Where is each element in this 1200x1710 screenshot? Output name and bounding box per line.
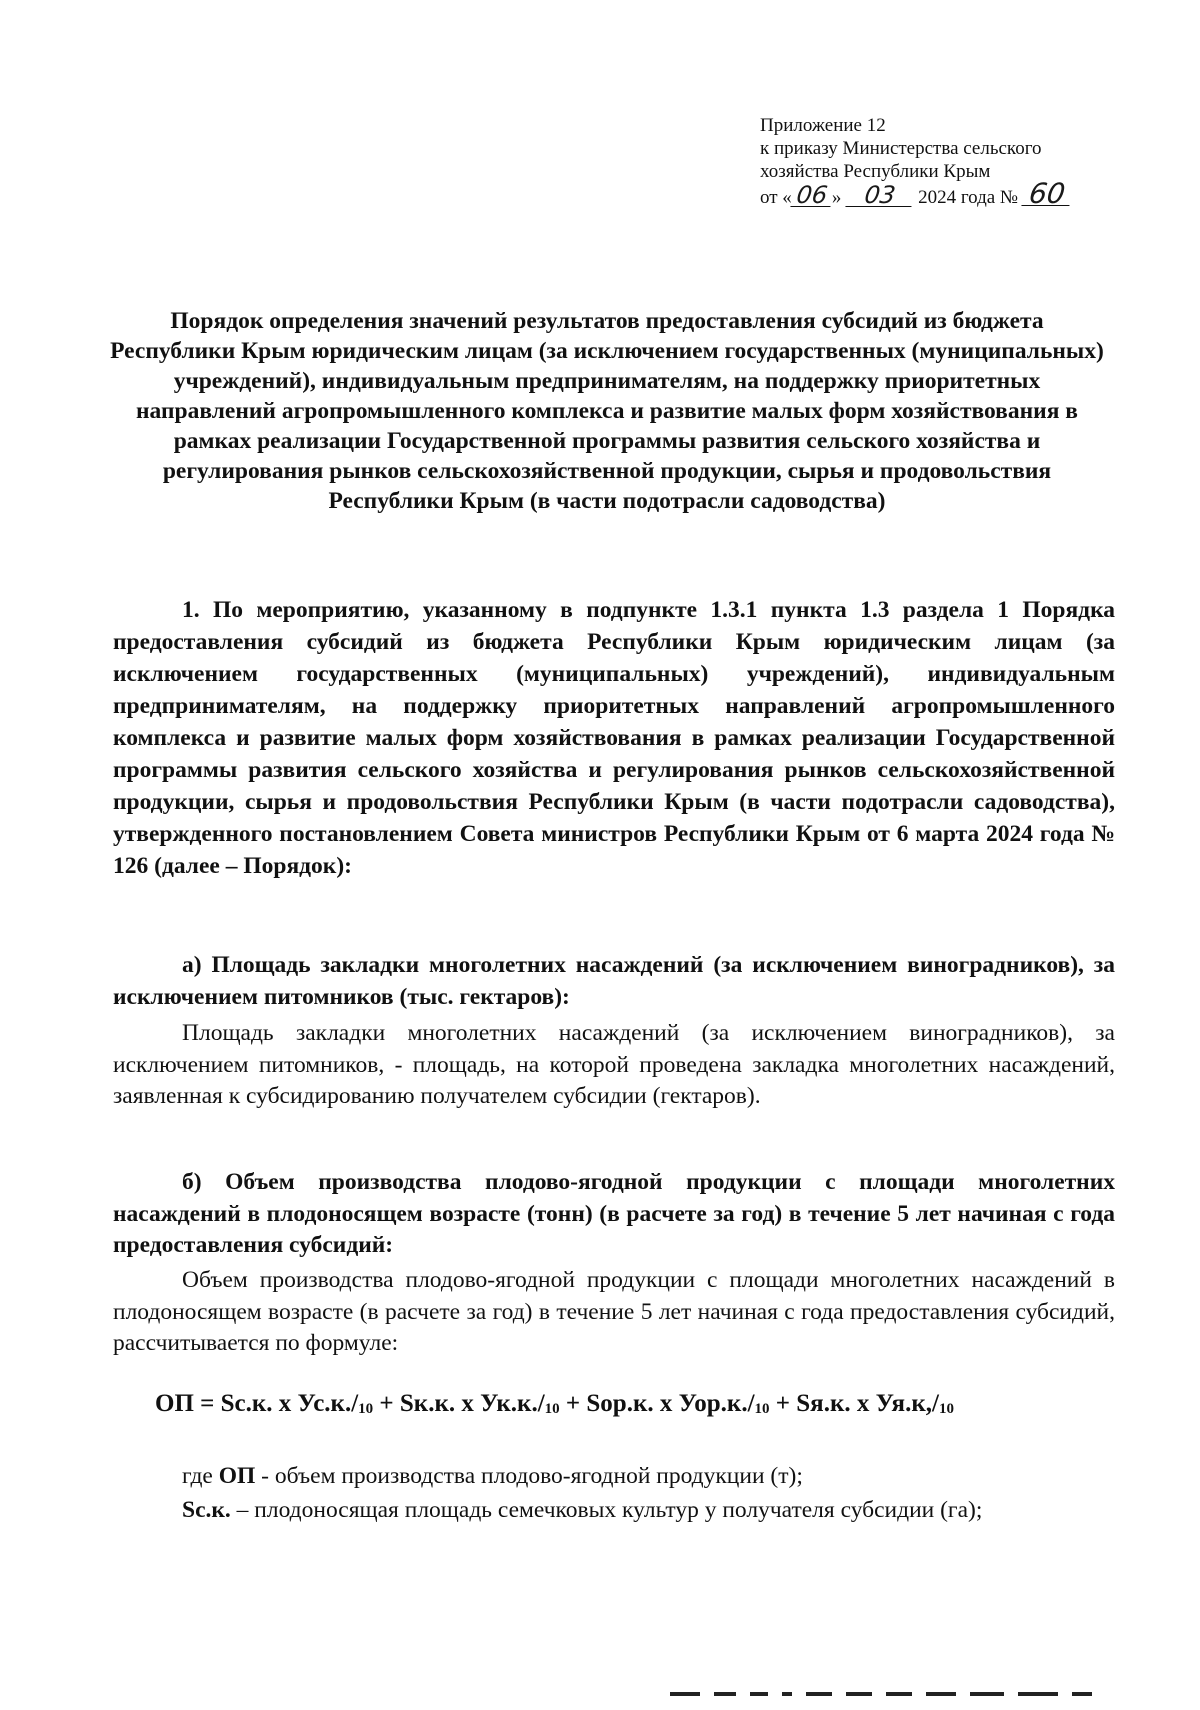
formula <box>155 1390 1115 1418</box>
formula-sub-4: 10 <box>938 1401 954 1417</box>
formula-term-4: + Sя.к. х Уя.к,/ <box>769 1390 939 1417</box>
formula-sub-3: 10 <box>754 1401 770 1417</box>
op-description: - объем производства плодово-ягодной продукции (т); <box>255 1463 803 1489</box>
date-suffix: 2024 года № <box>918 187 1019 208</box>
annex-line-3: хозяйства Республики Крым <box>760 161 991 182</box>
date-mid: » <box>831 187 842 208</box>
formula-term-1: ОП = Sс.к. х Ус.к./ <box>155 1390 359 1417</box>
annex-header <box>760 114 1160 209</box>
formula-sub-1: 10 <box>358 1401 374 1417</box>
document-title: Порядок определения значений результатов предоставления субсидий из бюджета Республики Крым юридическим лицам (за исключением государственных (муниципальных) учреждений), индивидуальным предпринимателям, на поддержку приоритетных направлений агропромышленного комплекса и развитие малых форм хозяйствования в рамках реализации Государственной программы развития сельского хозяйства и регулирования рынков сельскохозяйственной продукции, сырья и продовольствия Республики Крым (в части подотрасли садоводства) <box>110 308 1104 514</box>
formula-term-3: + Sор.к. х Уор.к./ <box>559 1390 755 1417</box>
annex-line-1: Приложение 12 <box>760 115 886 136</box>
paragraph-1: 1. По мероприятию, указанному в подпункте 1.3.1 пункта 1.3 раздела 1 Порядка предоставления субсидий из бюджета Республики Крым юридическим лицам (за исключением государственных (муниципальных) учреждений), индивидуальным предпринимателям, на поддержку приоритетных направлений агропромышленного комплекса и развитие малых форм хозяйствования в рамках реализации Государственной программы развития сельского хозяйства и регулирования рынков сельскохозяйственной продукции, сырья и продовольствия Республики Крым (в части подотрасли садоводства), утвержденного постановлением Совета министров Республики Крым от 6 марта 2024 года № 126 (далее – Порядок): <box>113 597 1115 879</box>
handwritten-month: 03 <box>846 184 915 207</box>
op-term: ОП <box>218 1463 256 1489</box>
annex-date-line <box>760 177 1160 210</box>
formula-sub-2: 10 <box>544 1401 560 1417</box>
scan-edge-marks <box>670 1692 1170 1698</box>
annex-line-2: к приказу Министерства сельского <box>760 138 1042 159</box>
item-b-body: Объем производства плодово-ягодной продукции с площади многолетних насаждений в плодоносящем возрасте (в расчете за год) в течение 5 лет начиная с года предоставления субсидий, рассчитывается по формуле: <box>113 1267 1115 1356</box>
sck-term: Sс.к. <box>182 1497 231 1523</box>
item-a-body: Площадь закладки многолетних насаждений (за исключением виноградников), за исключением питомников, - площадь, на которой проведена закладка многолетних насаждений, заявленная к субсидированию получателем субсидии (гектаров). <box>113 1020 1115 1109</box>
where-prefix: где <box>182 1463 219 1489</box>
definition-sck <box>113 1494 1115 1526</box>
item-a-heading: а) Площадь закладки многолетних насаждений (за исключением виноградников), за исключением питомников (тыс. гектаров): <box>113 952 1115 1010</box>
sck-description: – плодоносящая площадь семечковых культур у получателя субсидии (га); <box>230 1497 983 1523</box>
formula-term-2: + Sк.к. х Ук.к./ <box>373 1390 545 1417</box>
date-prefix: от « <box>760 187 792 208</box>
definition-op <box>113 1460 1115 1492</box>
item-b-heading: б) Объем производства плодово-ягодной продукции с площади многолетних насаждений в плодоносящем возрасте (тонн) (в расчете за год) в течение 5 лет начиная с года предоставления субсидий: <box>113 1169 1115 1258</box>
handwritten-day: 06 <box>790 184 833 207</box>
handwritten-order-number: 60 <box>1021 183 1072 206</box>
